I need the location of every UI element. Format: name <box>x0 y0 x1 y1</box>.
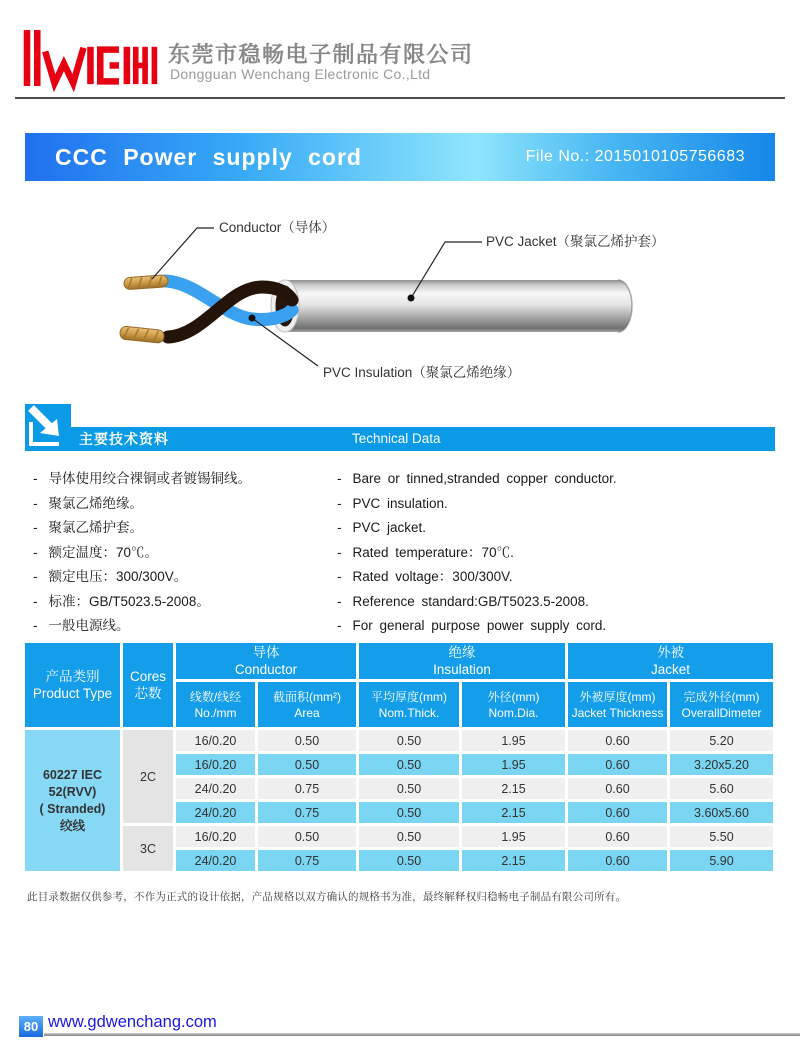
tech-item: - Rated voltage：300/300V. <box>337 565 797 590</box>
product-type-text: 绞线 <box>59 818 85 833</box>
website-link[interactable]: www.gdwenchang.com <box>48 1013 217 1031</box>
group-header-jacket <box>568 643 773 679</box>
product-type-text: 60227 IEC <box>42 767 103 782</box>
col-header-text: 外被厚度(mm) <box>579 689 656 704</box>
spec-cell: 24/0.20 <box>176 802 255 823</box>
cores-cell-3c: 3C <box>123 826 173 871</box>
spec-cell: 0.60 <box>568 850 667 871</box>
col-header-text: Nom.Dia. <box>488 705 539 720</box>
group-header-conductor <box>176 643 356 679</box>
table-row <box>25 730 773 751</box>
tech-item: - 导体使用绞合裸铜或者镀锡铜线。 <box>33 467 333 492</box>
spec-cell: 5.90 <box>670 850 773 871</box>
wires-graphic <box>119 275 292 344</box>
spec-table <box>22 640 776 874</box>
spec-cell: 0.50 <box>359 730 459 751</box>
company-name-en: Dongguan Wenchang Electronic Co.,Ltd <box>170 66 431 82</box>
col-header-text: OverallDimeter <box>681 705 762 720</box>
group-header-text: Jacket <box>650 662 691 677</box>
col-header-cores <box>123 643 173 727</box>
conductor-label: Conductor（导体） <box>219 220 336 235</box>
group-header-text: 导体 <box>252 645 280 660</box>
col-header-nom-thick <box>359 682 459 727</box>
col-header-nom-dia <box>462 682 565 727</box>
group-header-text: 绝缘 <box>448 645 476 660</box>
spec-cell: 0.50 <box>258 754 356 775</box>
spec-cell: 0.60 <box>568 826 667 847</box>
section-header-bar <box>25 427 775 451</box>
page-title: CCC Power supply cord <box>55 143 362 170</box>
col-header-jacket-thickness <box>568 682 667 727</box>
spec-cell: 0.60 <box>568 778 667 799</box>
group-header-insulation <box>359 643 565 679</box>
group-header-text: 外被 <box>657 645 684 660</box>
spec-cell: 1.95 <box>462 730 565 751</box>
tech-list-cn <box>33 467 333 639</box>
diagonal-arrow-icon <box>25 404 71 450</box>
spec-cell: 0.50 <box>258 730 356 751</box>
spec-cell: 5.20 <box>670 730 773 751</box>
spec-cell: 0.50 <box>258 826 356 847</box>
header-divider <box>15 97 785 99</box>
spec-cell: 0.50 <box>359 754 459 775</box>
spec-cell: 24/0.20 <box>176 778 255 799</box>
tech-item: - 额定电压：300/300V。 <box>33 565 333 590</box>
spec-cell: 0.75 <box>258 802 356 823</box>
col-header-text: 产品类别 <box>45 669 100 684</box>
spec-cell: 0.50 <box>359 826 459 847</box>
col-header-text: 线数/线经 <box>189 689 242 704</box>
spec-cell: 24/0.20 <box>176 850 255 871</box>
col-header-text: 平均厚度(mm) <box>371 689 447 704</box>
jacket-pointer-dot <box>408 295 415 302</box>
spec-cell: 2.15 <box>462 802 565 823</box>
col-header-text: 芯数 <box>134 686 162 701</box>
col-header-text: Jacket Thickness <box>571 705 664 720</box>
product-type-cell <box>25 730 120 871</box>
tech-item: - 额定温度：70℃。 <box>33 541 333 566</box>
col-header-text: Cores <box>129 669 166 684</box>
spec-cell: 3.60x5.60 <box>670 802 773 823</box>
file-number: File No.: 2015010105756683 <box>525 148 745 165</box>
spec-cell: 16/0.20 <box>176 754 255 775</box>
col-header-text: 外径(mm) <box>487 689 540 704</box>
spec-cell: 2.15 <box>462 850 565 871</box>
col-header-text: No./mm <box>194 705 237 720</box>
col-header-no-mm <box>176 682 255 727</box>
col-header-overall-diameter <box>670 682 773 727</box>
col-header-text: Product Type <box>32 686 113 701</box>
company-name-cn: 东莞市稳畅电子制品有限公司 <box>168 42 474 67</box>
spec-cell: 1.95 <box>462 826 565 847</box>
spec-cell: 2.15 <box>462 778 565 799</box>
cable-diagram <box>0 195 800 405</box>
tech-item: - 聚氯乙烯护套。 <box>33 516 333 541</box>
spec-cell: 16/0.20 <box>176 730 255 751</box>
wch-logo-icon <box>20 24 160 92</box>
product-type-text: 52(RVV) <box>48 784 97 799</box>
tech-item: - PVC jacket. <box>337 516 797 541</box>
spec-cell: 0.75 <box>258 778 356 799</box>
group-header-text: Insulation <box>433 662 491 677</box>
tech-item: - 一般电源线。 <box>33 614 333 639</box>
tech-item: - PVC insulation. <box>337 492 797 517</box>
table-row <box>25 826 773 847</box>
spec-cell: 0.50 <box>359 850 459 871</box>
pvc-jacket-graphic <box>271 280 632 332</box>
col-header-text: Nom.Thick. <box>378 705 440 720</box>
insulation-pointer-dot <box>249 315 256 322</box>
spec-cell: 0.60 <box>568 754 667 775</box>
tech-item: - Reference standard:GB/T5023.5-2008. <box>337 590 797 615</box>
spec-cell: 16/0.20 <box>176 826 255 847</box>
col-header-text: 完成外径(mm) <box>683 689 760 704</box>
page-number-badge: 80 <box>19 1016 43 1037</box>
section-title-en: Technical Data <box>352 431 441 446</box>
disclaimer-note: 此目录数据仅供参考，不作为正式的设计依据，产品规格以双方确认的规格书为准，最终解释权归稳畅电子制品有限公司所有。 <box>27 891 627 903</box>
jacket-label: PVC Jacket（聚氯乙烯护套） <box>486 234 665 249</box>
footer-divider <box>44 1033 800 1036</box>
spec-cell: 0.75 <box>258 850 356 871</box>
insulation-label: PVC Insulation（聚氯乙烯绝缘） <box>323 365 521 380</box>
tech-item: - 聚氯乙烯绝缘。 <box>33 492 333 517</box>
col-header-area <box>258 682 356 727</box>
spec-cell: 0.50 <box>359 778 459 799</box>
spec-cell: 0.60 <box>568 730 667 751</box>
tech-item: - 标准：GB/T5023.5-2008。 <box>33 590 333 615</box>
cores-cell-2c: 2C <box>123 730 173 823</box>
spec-cell: 1.95 <box>462 754 565 775</box>
col-header-text: 截面积(mm²) <box>273 689 341 704</box>
col-header-text: Area <box>294 705 320 720</box>
spec-cell: 5.50 <box>670 826 773 847</box>
copper-conductor-tip-bottom <box>119 326 164 344</box>
spec-cell: 0.50 <box>359 802 459 823</box>
tech-item: - Bare or tinned,stranded copper conductor. <box>337 467 797 492</box>
group-header-text: Conductor <box>234 662 298 677</box>
spec-cell: 0.60 <box>568 802 667 823</box>
spec-cell: 3.20x5.20 <box>670 754 773 775</box>
tech-item: - Rated temperature：70℃. <box>337 541 797 566</box>
copper-conductor-tip-top <box>124 275 169 290</box>
col-header-product-type <box>25 643 120 727</box>
tech-item: - For general purpose power supply cord. <box>337 614 797 639</box>
tech-list-en <box>337 467 797 639</box>
spec-cell: 5.60 <box>670 778 773 799</box>
title-bar <box>25 133 775 181</box>
product-type-text: ( Stranded) <box>39 801 106 816</box>
section-title-cn: 主要技术资料 <box>79 431 169 447</box>
